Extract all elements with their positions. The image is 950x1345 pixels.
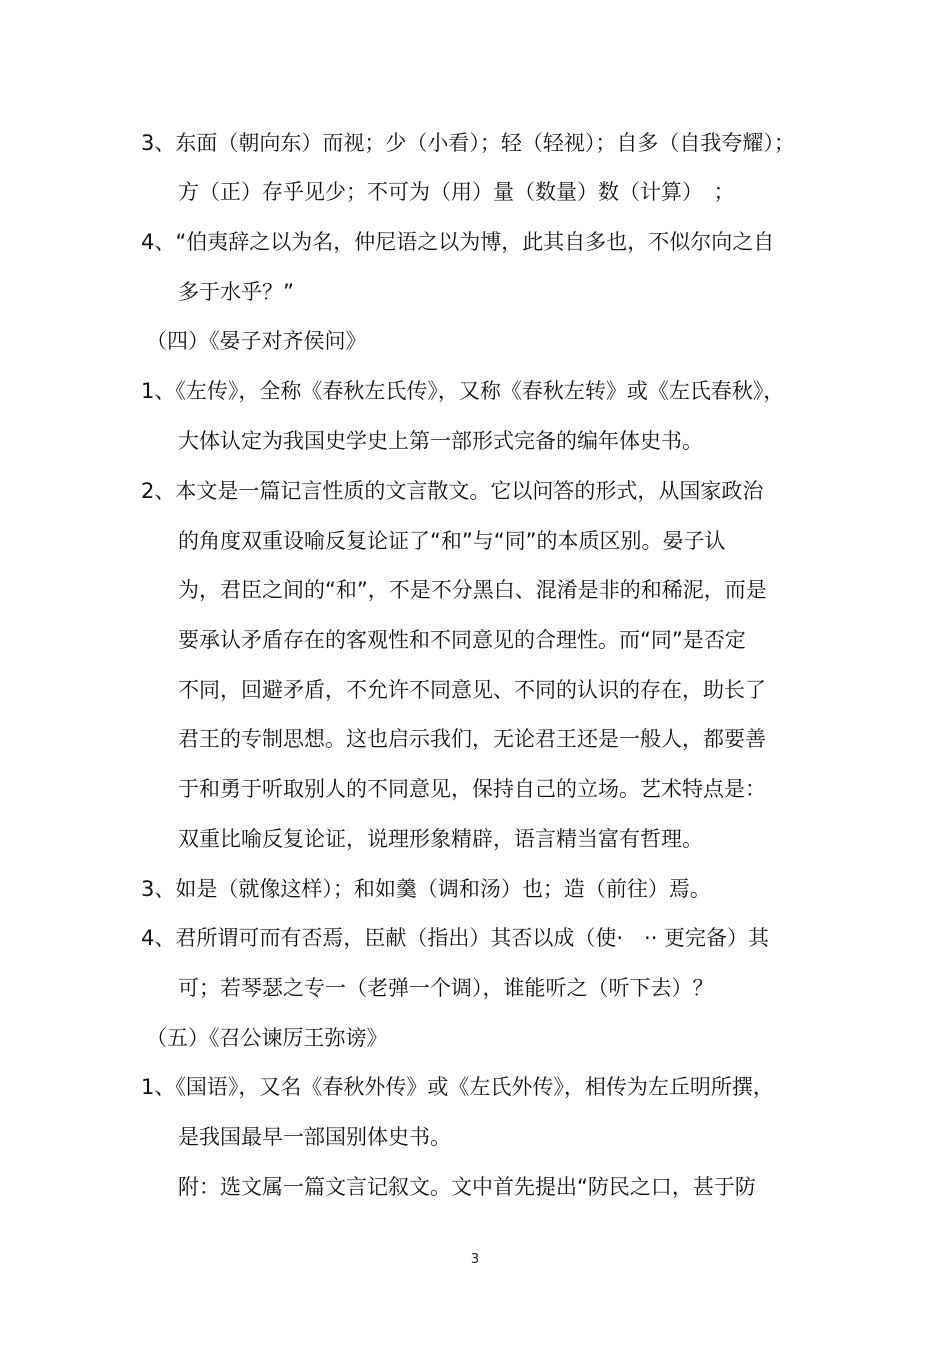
text-line: 的角度双重设喻反复论证了“和”与“同”的本质区别。晏子认 bbox=[178, 529, 726, 553]
text-line: 方（正）存乎见少；不可为（用）量（数量）数（计算） ； bbox=[178, 180, 735, 204]
text-line: 附：选文属一篇文言记叙文。文中首先提出“防民之口，甚于防 bbox=[178, 1175, 756, 1199]
text-line: 是我国最早一部国别体史书。 bbox=[178, 1125, 451, 1149]
text-line: 1、《左传》，全称《春秋左氏传》，又称《春秋左转》或《左氏春秋》， bbox=[141, 379, 785, 403]
section-heading: （四）《晏子对齐侯问》 bbox=[146, 329, 367, 353]
text-line: 2、本文是一篇记言性质的文言散文。它以问答的形式，从国家政治 bbox=[141, 479, 764, 503]
text-line: 双重比喻反复论证，说理形象精辟，语言精当富有哲理。 bbox=[178, 827, 703, 851]
page-number: 3 bbox=[470, 1252, 480, 1267]
text-line: 要承认矛盾存在的客观性和不同意见的合理性。而“同”是否定 bbox=[178, 628, 746, 652]
text-line: 于和勇于听取别人的不同意见，保持自己的立场。艺术特点是： bbox=[178, 777, 766, 801]
text-line: 多于水乎？” bbox=[178, 280, 294, 304]
text-line: 为，君臣之间的“和”，不是不分黑白、混淆是非的和稀泥，而是 bbox=[178, 578, 767, 602]
text-line: 3、如是（就像这样）；和如羹（调和汤）也；造（前往）焉。 bbox=[141, 877, 711, 901]
text-line: 君王的专制思想。这也启示我们，无论君王还是一般人，都要善 bbox=[178, 727, 766, 751]
text-line: 4、君所谓可而有否焉，臣献（指出）其否以成（使· ·· 更完备）其 bbox=[141, 926, 770, 950]
text-line: 不同，回避矛盾，不允许不同意见、不同的认识的存在，助长了 bbox=[178, 678, 766, 702]
text-line: 3、东面（朝向东）而视；少（小看）；轻（轻视）；自多（自我夸耀）； bbox=[141, 131, 795, 155]
text-line: 1、《国语》，又名《春秋外传》或《左氏外传》，相传为左丘明所撰， bbox=[141, 1075, 774, 1099]
text-line: 大体认定为我国史学史上第一部形式完备的编年体史书。 bbox=[178, 429, 703, 453]
text-line: 可；若琴瑟之专一（老弹一个调），谁能听之（听下去）？ bbox=[178, 976, 714, 1000]
section-heading: （五）《召公谏厉王弥谤》 bbox=[146, 1026, 388, 1050]
text-line: 4、“伯夷辞之以为名，仲尼语之以为博，此其自多也，不似尔向之自 bbox=[141, 230, 775, 254]
